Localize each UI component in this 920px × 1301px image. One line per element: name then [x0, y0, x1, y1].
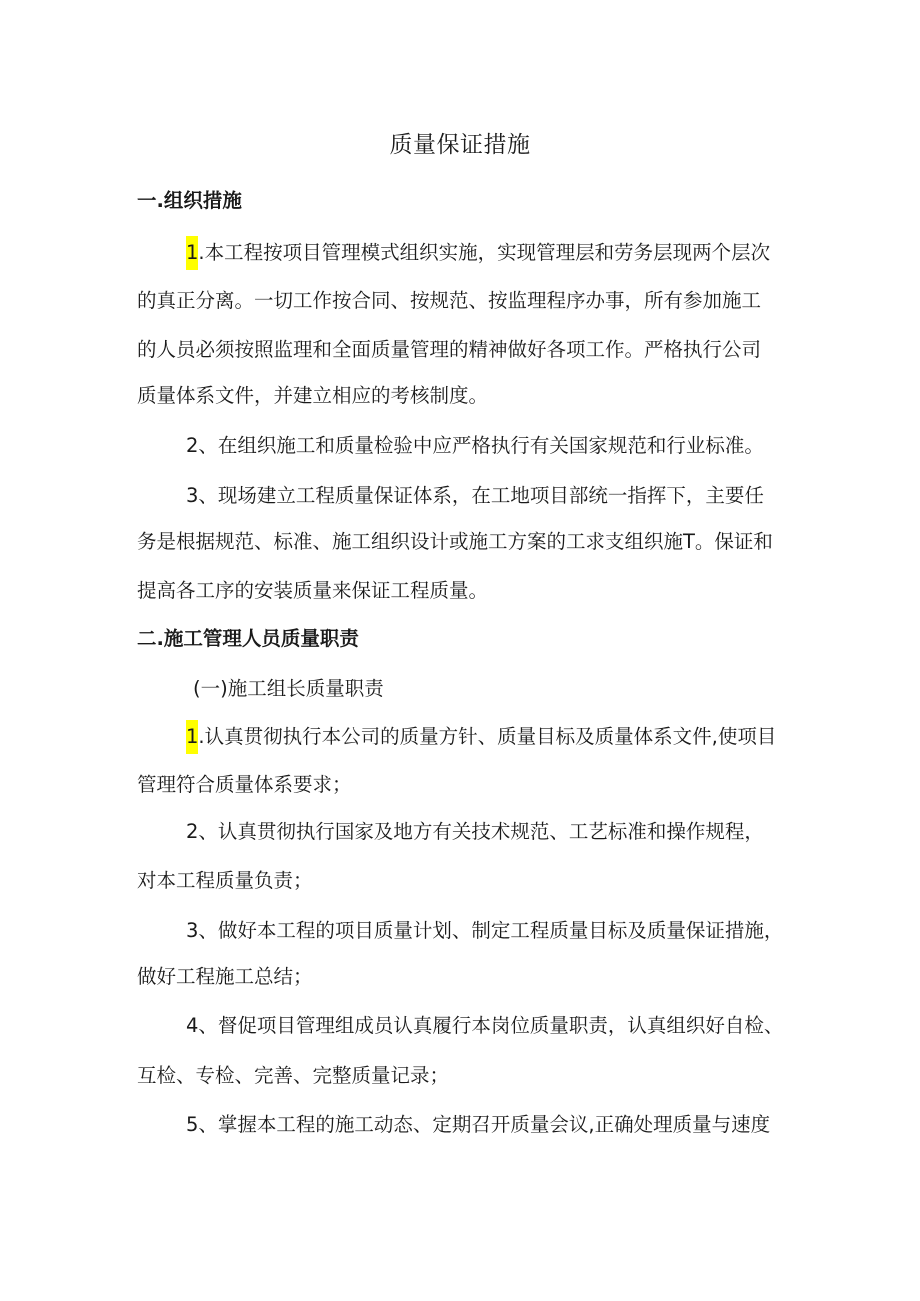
paragraph-line: 管理符合质量体系要求；	[137, 773, 352, 796]
paragraph-line: 质量体系文件，并建立相应的考核制度。	[137, 384, 489, 407]
paragraph-line	[186, 236, 770, 270]
paragraph-line: 互检、专检、完善、完整质量记录；	[137, 1064, 450, 1087]
paragraph-line: 的人员必须按照监理和全面质量管理的精神做好各项工作。严格执行公司	[137, 338, 762, 361]
paragraph-line: 2、认真贯彻执行国家及地方有关技术规范、工艺标准和操作规程，	[186, 820, 764, 843]
paragraph-line: 务是根据规范、标准、施工组织设计或施工方案的工求支组织施T。保证和	[137, 530, 773, 553]
section-heading-organization: 一.组织措施	[137, 189, 242, 212]
text-span: .本工程按项目管理模式组织实施，实现管理层和劳务层现两个层次	[198, 241, 771, 264]
paragraph-line: 提高各工序的安装质量来保证工程质量。	[137, 579, 489, 602]
paragraph-line: 做好工程施工总结；	[137, 965, 313, 988]
highlighted-number: 1	[186, 236, 198, 270]
paragraph-line: 对本工程质量负责；	[137, 869, 313, 892]
paragraph-line: 5、掌握本工程的施工动态、定期召开质量会议,正确处理质量与速度	[186, 1113, 771, 1136]
paragraph-line	[186, 720, 776, 754]
page-title: 质量保证措施	[389, 132, 531, 158]
paragraph-line: 的真正分离。一切工作按合同、按规范、按监理程序办事，所有参加施工	[137, 289, 762, 312]
subsection-heading: (一)施工组长质量职责	[193, 677, 384, 700]
highlighted-number: 1	[186, 720, 198, 754]
section-heading-staff-duties: 二.施工管理人员质量职责	[137, 627, 359, 650]
paragraph-line: 2、在组织施工和质量检验中应严格执行有关国家规范和行业标准。	[186, 434, 764, 457]
text-span: .认真贯彻执行本公司的质量方针、质量目标及质量体系文件,使项目	[198, 725, 777, 748]
paragraph-line: 3、做好本工程的项目质量计划、制定工程质量目标及质量保证措施，	[186, 919, 784, 942]
paragraph-line: 4、督促项目管理组成员认真履行本岗位质量职责，认真组织好自检、	[186, 1014, 784, 1037]
paragraph-line: 3、现场建立工程质量保证体系，在工地项目部统一指挥下，主要任	[186, 484, 764, 507]
